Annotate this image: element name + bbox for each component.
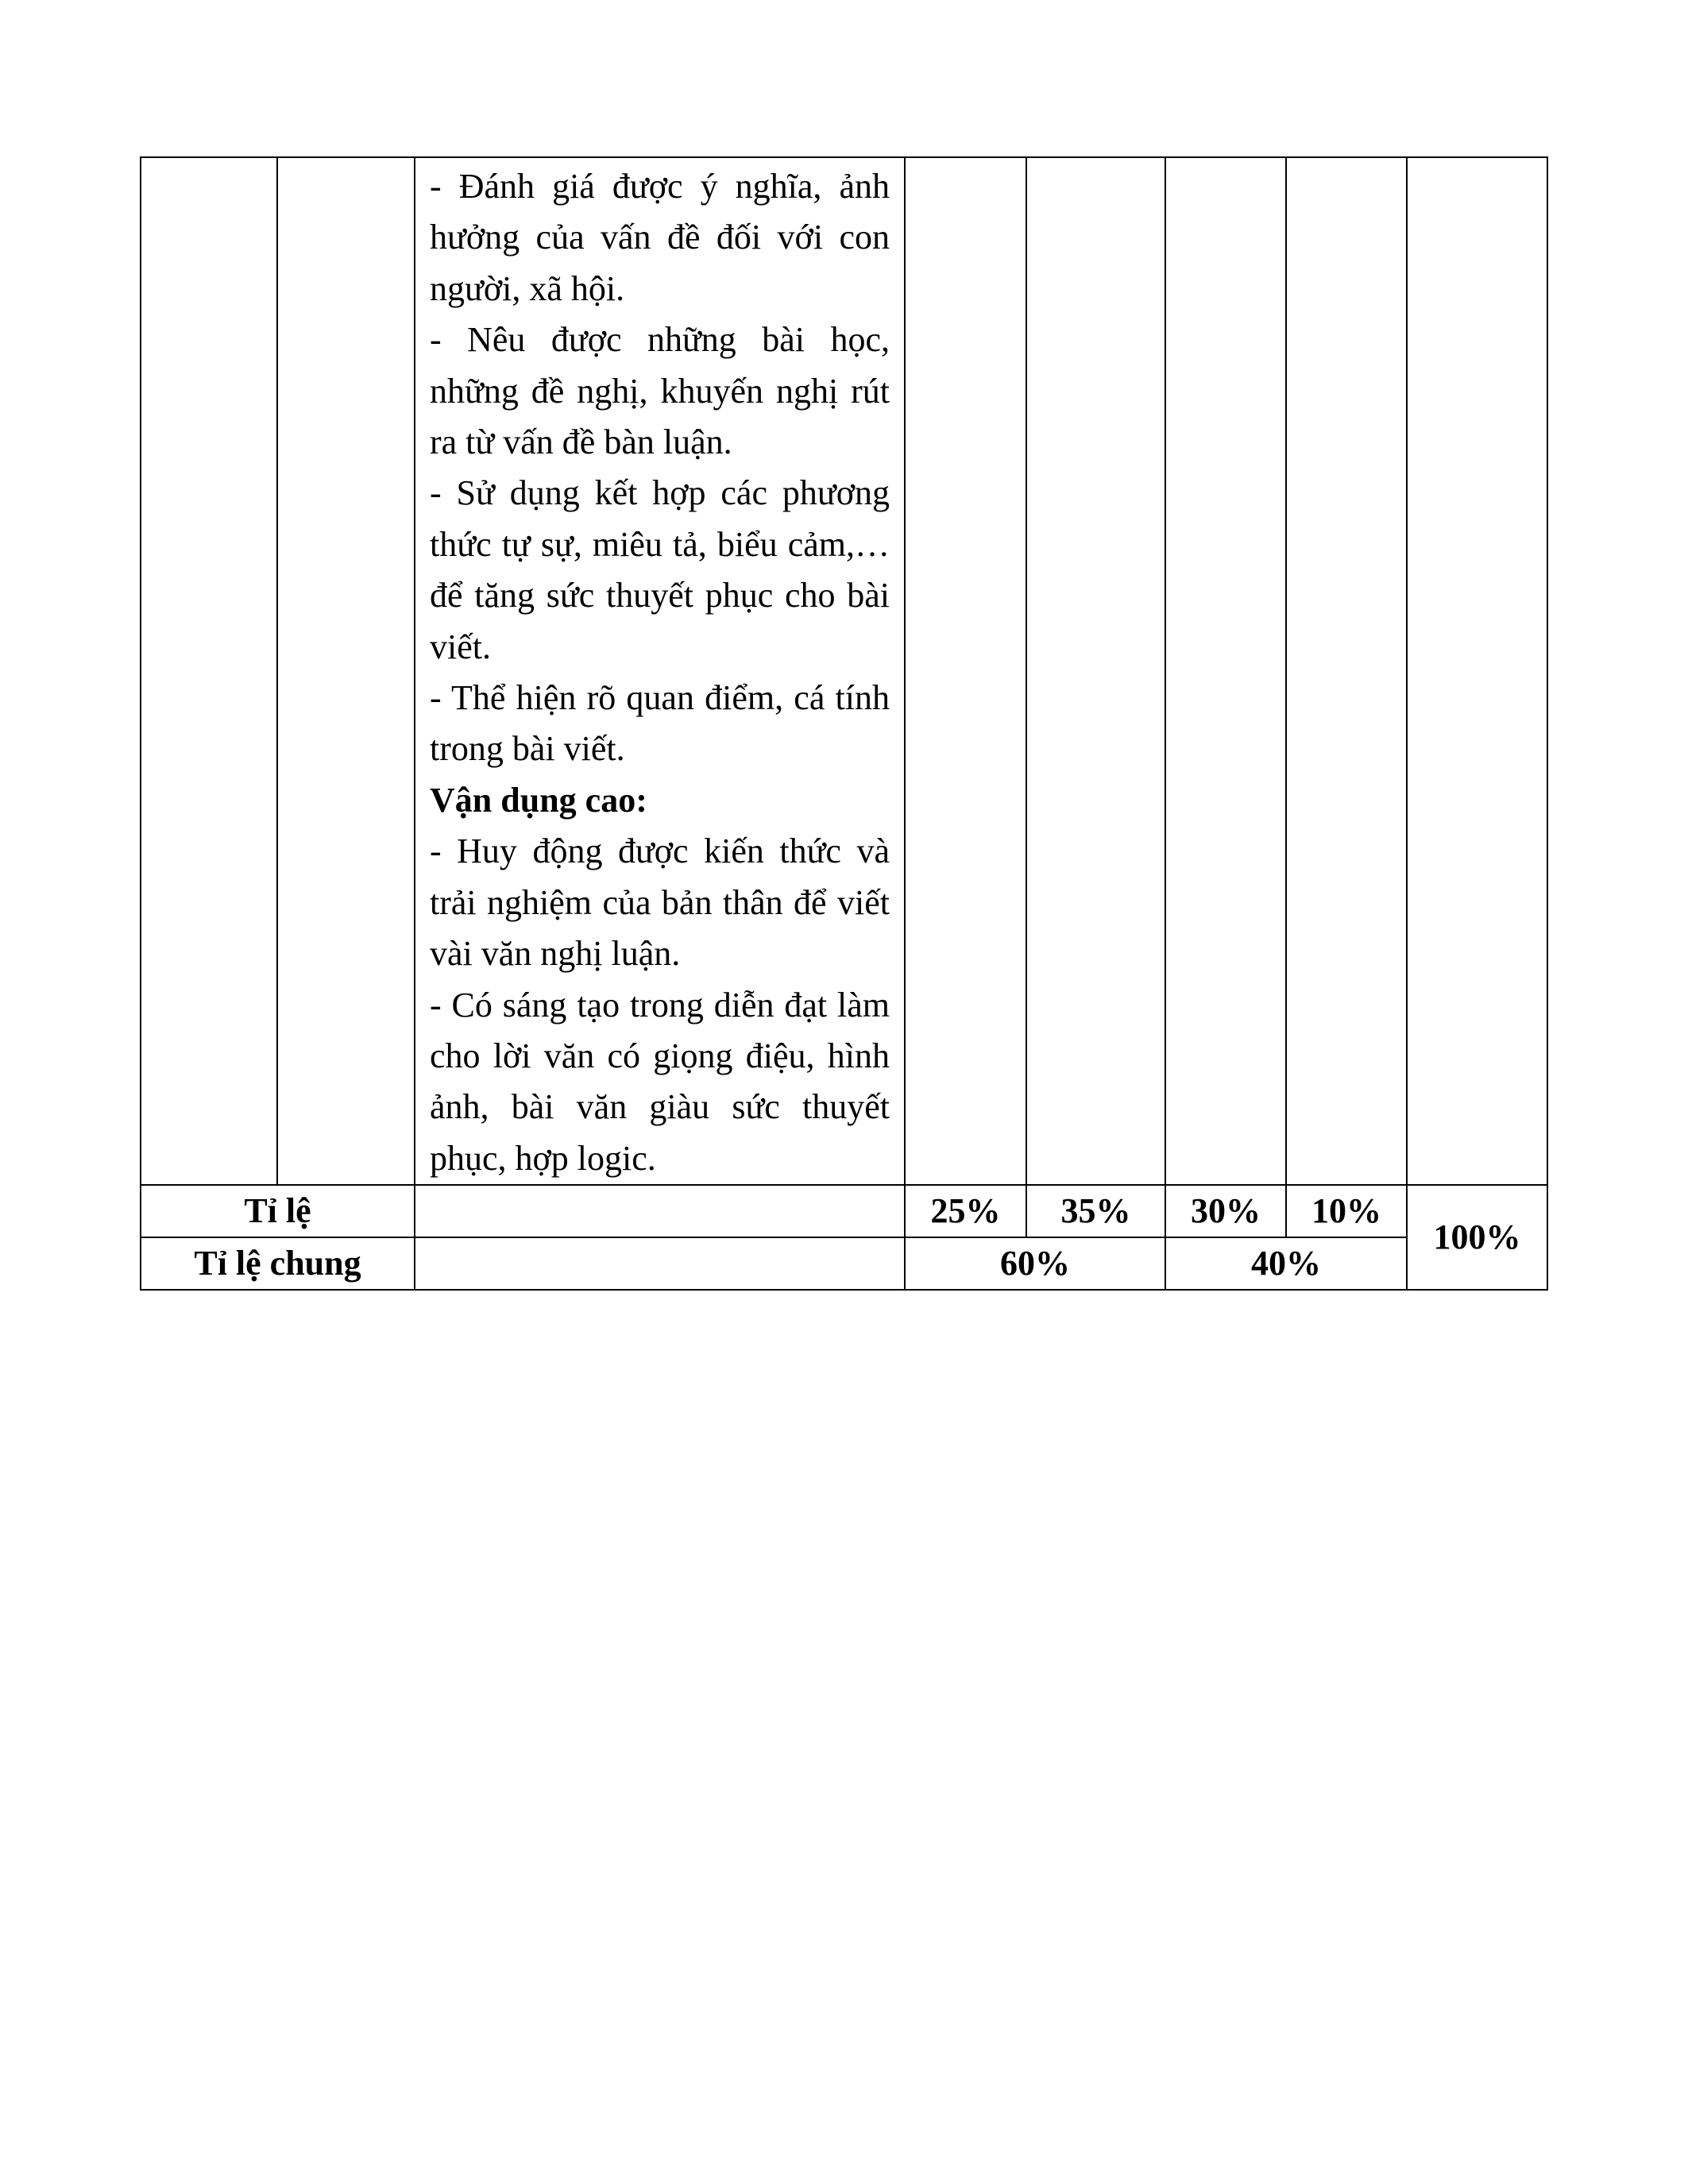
ti-le-van-dung-cao: 10% — [1286, 1185, 1407, 1237]
requirement-item: - Có sáng tạo trong diễn đạt làm cho lời văn có giọng điệu, hình ảnh, bài văn giàu sức thuyết phục, hợp logic. — [430, 985, 890, 1178]
ti-le-nhan-biet: 25% — [905, 1185, 1026, 1237]
empty-cell — [905, 157, 1026, 1185]
ti-le-chung-row — [141, 1237, 1547, 1290]
ti-le-label: Tỉ lệ — [141, 1185, 415, 1237]
empty-cell — [415, 1185, 905, 1237]
content-row — [141, 157, 1547, 1185]
ti-le-chung-high: 40% — [1165, 1237, 1407, 1290]
ti-le-van-dung: 30% — [1165, 1185, 1286, 1237]
ti-le-chung-label: Tỉ lệ chung — [141, 1237, 415, 1290]
ti-le-total: 100% — [1407, 1185, 1547, 1290]
empty-cell — [415, 1237, 905, 1290]
empty-cell — [141, 157, 277, 1185]
empty-cell — [1026, 157, 1165, 1185]
assessment-matrix-table — [140, 156, 1548, 1291]
van-dung-cao-heading: Vận dụng cao: — [430, 780, 647, 820]
ti-le-row — [141, 1185, 1547, 1237]
empty-cell — [1165, 157, 1286, 1185]
requirement-item: - Huy động được kiến thức và trải nghiệm của bản thân để viết vài văn nghị luận. — [430, 832, 890, 974]
ti-le-thong-hieu: 35% — [1026, 1185, 1165, 1237]
requirement-item: - Đánh giá được ý nghĩa, ảnh hưởng của vấn đề đối với con người, xã hội. — [430, 167, 890, 308]
requirement-item: - Thể hiện rõ quan điểm, cá tính trong bài viết. — [430, 678, 890, 769]
requirement-item: - Sử dụng kết hợp các phương thức tự sự, miêu tả, biểu cảm,… để tăng sức thuyết phục cho bài viết. — [430, 473, 890, 666]
requirement-item: - Nêu được những bài học, những đề nghị, khuyến nghị rút ra từ vấn đề bàn luận. — [430, 320, 890, 462]
empty-cell — [277, 157, 415, 1185]
requirements-cell — [415, 157, 905, 1185]
empty-cell — [1407, 157, 1547, 1185]
ti-le-chung-low: 60% — [905, 1237, 1165, 1290]
empty-cell — [1286, 157, 1407, 1185]
